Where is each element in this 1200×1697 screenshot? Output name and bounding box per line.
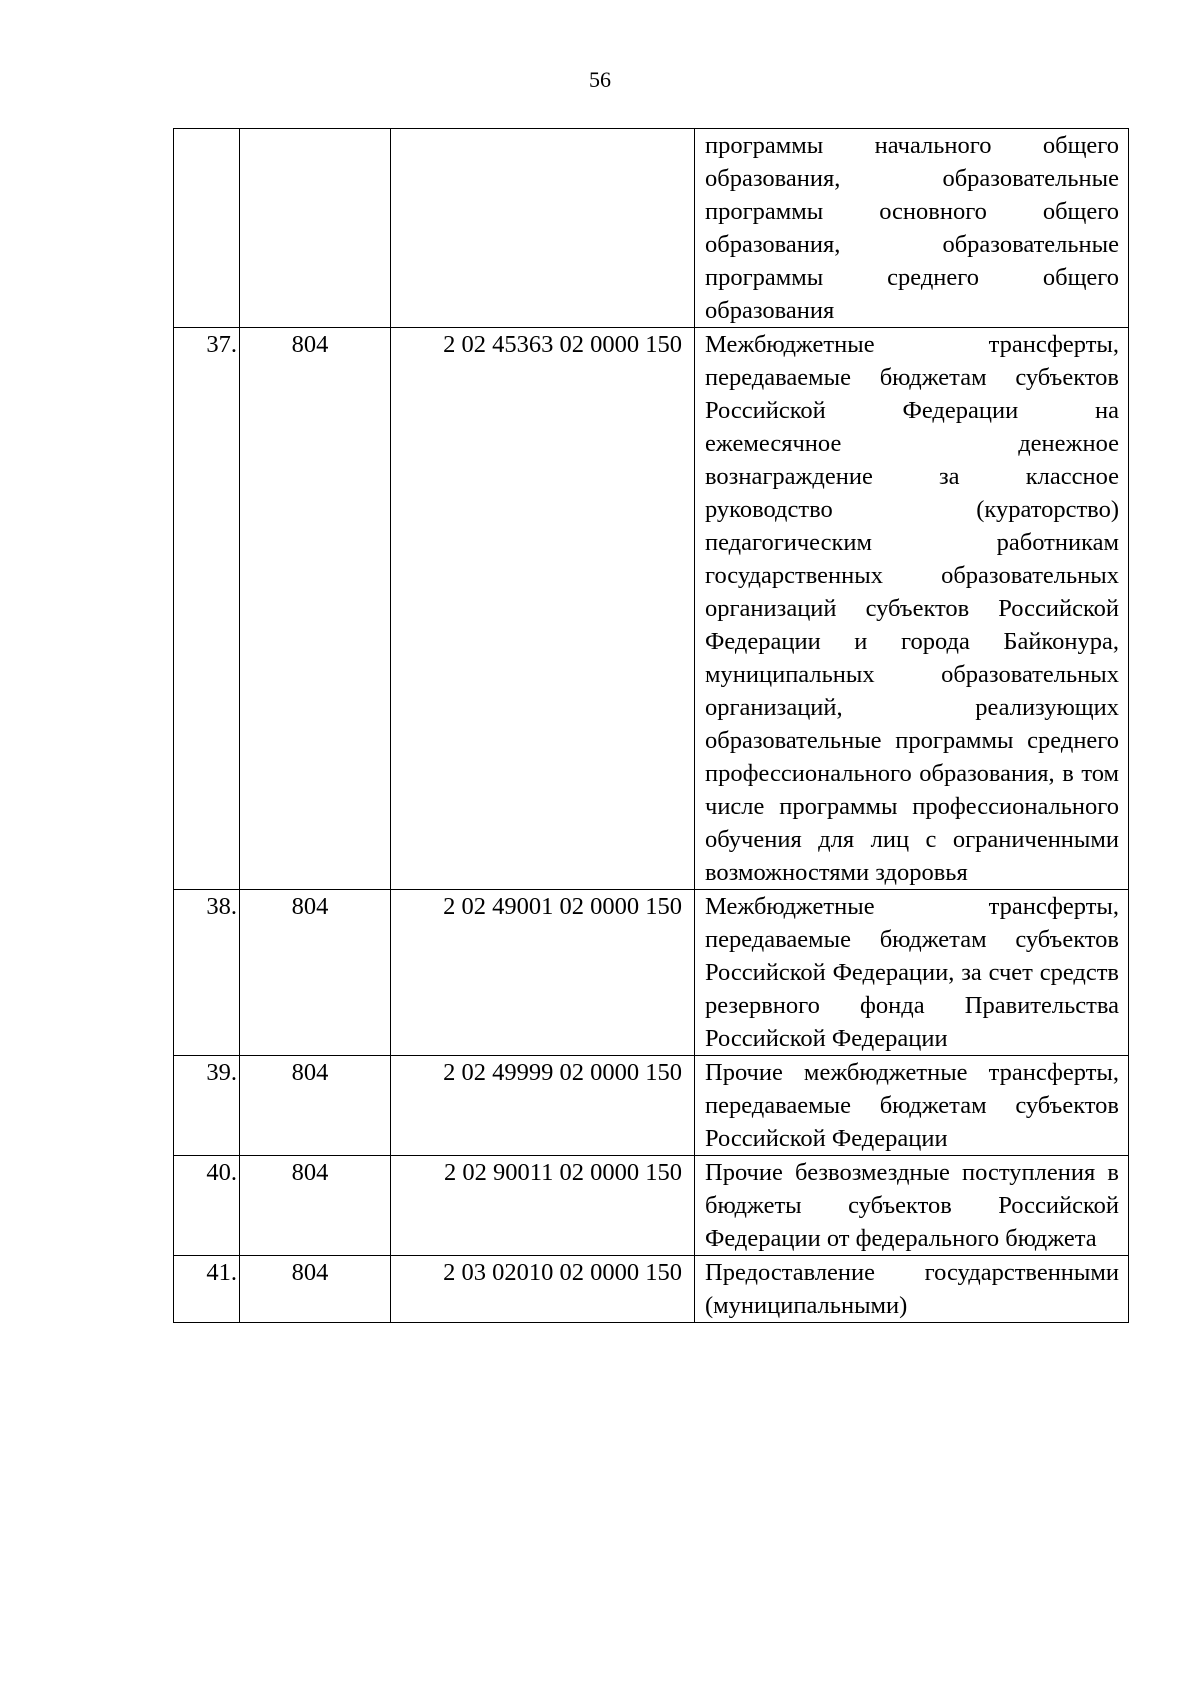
row-number (174, 129, 240, 328)
budget-code: 2 02 49001 02 0000 150 (391, 890, 695, 1056)
table-row (174, 328, 1129, 890)
row-number: 40. (174, 1156, 240, 1256)
admin-code: 804 (240, 890, 391, 1056)
budget-code: 2 02 90011 02 0000 150 (391, 1156, 695, 1256)
budget-code: 2 02 45363 02 0000 150 (391, 328, 695, 890)
revenue-name: Межбюджетные трансферты, передаваемые бюджетам субъектов Российской Федерации на ежемесячное денежное вознаграждение за классное руководство (кураторство) педагогическим работникам государственных образовательных организаций субъектов Российской Федерации и города Байконура, муниципальных образовательных организаций, реализующих образовательные программы среднего профессионального образования, в том числе программы профессионального обучения для лиц с ограниченными возможностями здоровья (695, 328, 1129, 890)
admin-code: 804 (240, 328, 391, 890)
row-number: 39. (174, 1056, 240, 1156)
revenue-name: Межбюджетные трансферты, передаваемые бюджетам субъектов Российской Федерации, за счет средств резервного фонда Правительства Российской Федерации (695, 890, 1129, 1056)
row-number: 37. (174, 328, 240, 890)
row-number: 38. (174, 890, 240, 1056)
admin-code: 804 (240, 1156, 391, 1256)
revenue-name: Предоставление государственными (муниципальными) (695, 1256, 1129, 1323)
page-number: 56 (589, 67, 611, 92)
table-row (174, 1056, 1129, 1156)
row-number: 41. (174, 1256, 240, 1323)
revenue-name: Прочие межбюджетные трансферты, передаваемые бюджетам субъектов Российской Федерации (695, 1056, 1129, 1156)
budget-revenue-table (173, 128, 1129, 1323)
admin-code: 804 (240, 1256, 391, 1323)
revenue-name: Прочие безвозмездные поступления в бюджеты субъектов Российской Федерации от федерального бюджета (695, 1156, 1129, 1256)
admin-code: 804 (240, 1056, 391, 1156)
revenue-name: программы начального общего образования, образовательные программы основного общего образования, образовательные программы среднего общего образования (695, 129, 1129, 328)
budget-code (391, 129, 695, 328)
admin-code (240, 129, 391, 328)
table-row (174, 129, 1129, 328)
table-row (174, 1256, 1129, 1323)
table-row (174, 890, 1129, 1056)
table-row (174, 1156, 1129, 1256)
budget-code: 2 02 49999 02 0000 150 (391, 1056, 695, 1156)
budget-code: 2 03 02010 02 0000 150 (391, 1256, 695, 1323)
